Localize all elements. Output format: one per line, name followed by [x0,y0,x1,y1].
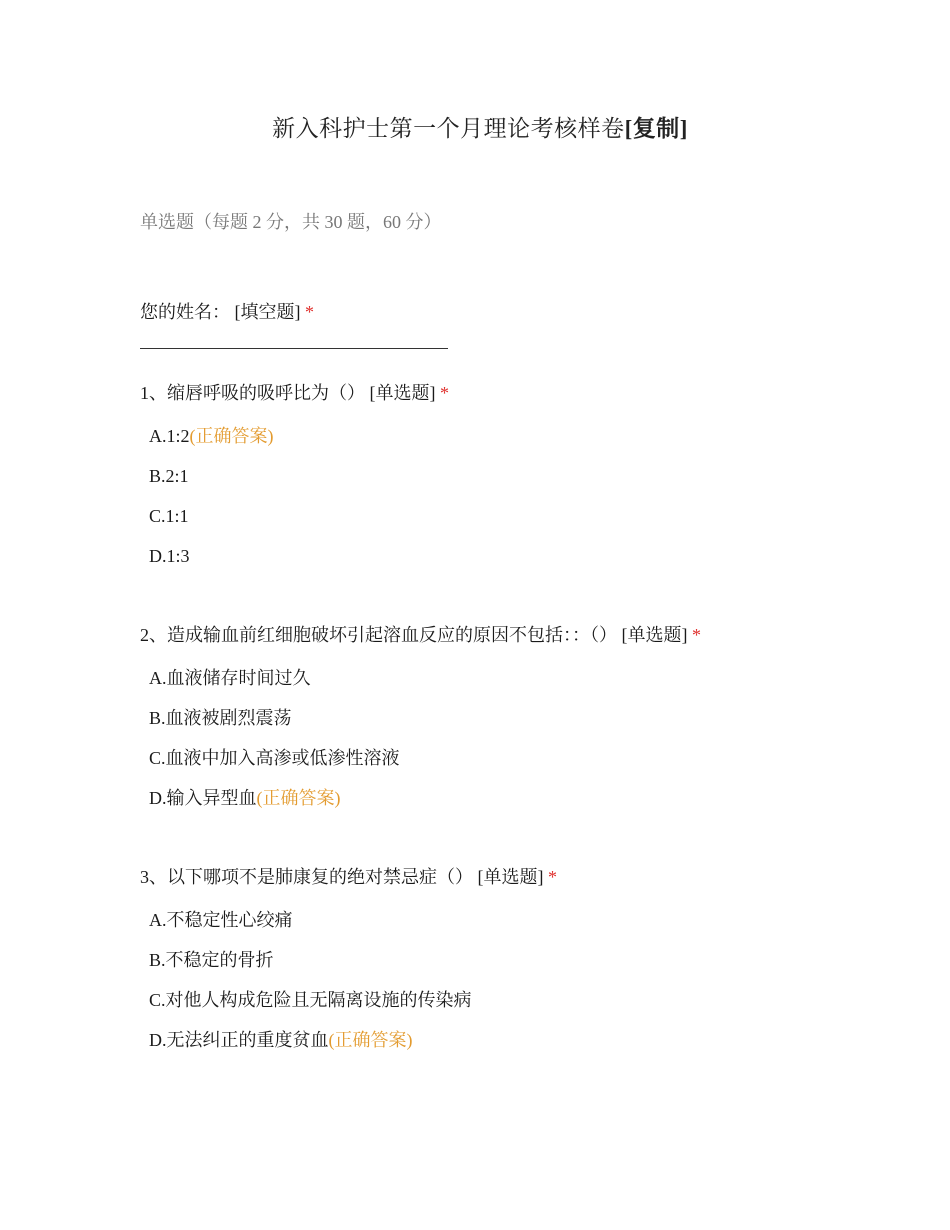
option-label: A.1:2 [149,426,190,446]
question-1-text: 1、缩唇呼吸的吸呼比为（） [140,383,365,403]
required-mark: * [305,302,314,322]
option-label: C.1:1 [149,506,189,526]
option-a[interactable] [149,425,449,465]
question-3-text: 3、以下哪项不是肺康复的绝对禁忌症（） [140,867,473,887]
option-label: D.输入异型血 [149,788,257,808]
name-question-text: 您的姓名： [140,302,230,322]
question-1-options [140,425,449,585]
option-d[interactable] [149,1029,557,1069]
question-1 [140,379,449,585]
question-2-options [140,667,701,827]
option-c[interactable] [149,989,557,1029]
question-2-type: [单选题] [621,625,688,645]
title-suffix: [复制] [624,116,688,141]
question-1-type: [单选题] [369,383,436,403]
option-label: C.血液中加入高渗或低渗性溶液 [149,748,400,768]
option-label: D.1:3 [149,546,190,566]
option-c[interactable] [149,505,449,545]
question-2-text: 2、造成输血前红细胞破坏引起溶血反应的原因不包括：：（） [140,625,617,645]
required-mark: * [440,383,449,403]
question-2 [140,621,701,827]
option-label: D.无法纠正的重度贫血 [149,1030,329,1050]
question-3-line [140,863,557,889]
title-main: 新入科护士第一个月理论考核样卷 [272,116,625,141]
question-2-line [140,621,701,647]
name-question [140,298,314,324]
required-mark: * [692,625,701,645]
question-3-options [140,909,557,1069]
option-label: B.2:1 [149,466,189,486]
question-1-line [140,379,449,405]
page-title [0,110,950,143]
option-label: A.不稳定性心绞痛 [149,910,293,930]
option-a[interactable] [149,909,557,949]
option-a[interactable] [149,667,701,707]
option-label: B.不稳定的骨折 [149,950,274,970]
question-3 [140,863,557,1069]
option-b[interactable] [149,707,701,747]
section-heading: 单选题（每题 2 分，共 30 题，60 分） [140,212,442,232]
name-question-line [140,298,314,324]
correct-answer-tag: (正确答案) [189,426,274,446]
option-label: C.对他人构成危险且无隔离设施的传染病 [149,990,472,1010]
option-label: B.血液被剧烈震荡 [149,708,292,728]
option-d[interactable] [149,545,449,585]
required-mark: * [548,867,557,887]
correct-answer-tag: (正确答案) [328,1030,413,1050]
question-3-type: [单选题] [477,867,544,887]
correct-answer-tag: (正确答案) [256,788,341,808]
option-b[interactable] [149,949,557,989]
option-c[interactable] [149,747,701,787]
name-answer-blank[interactable] [140,348,448,349]
option-b[interactable] [149,465,449,505]
option-label: A.血液储存时间过久 [149,668,311,688]
option-d[interactable] [149,787,701,827]
name-question-type: [填空题] [234,302,301,322]
